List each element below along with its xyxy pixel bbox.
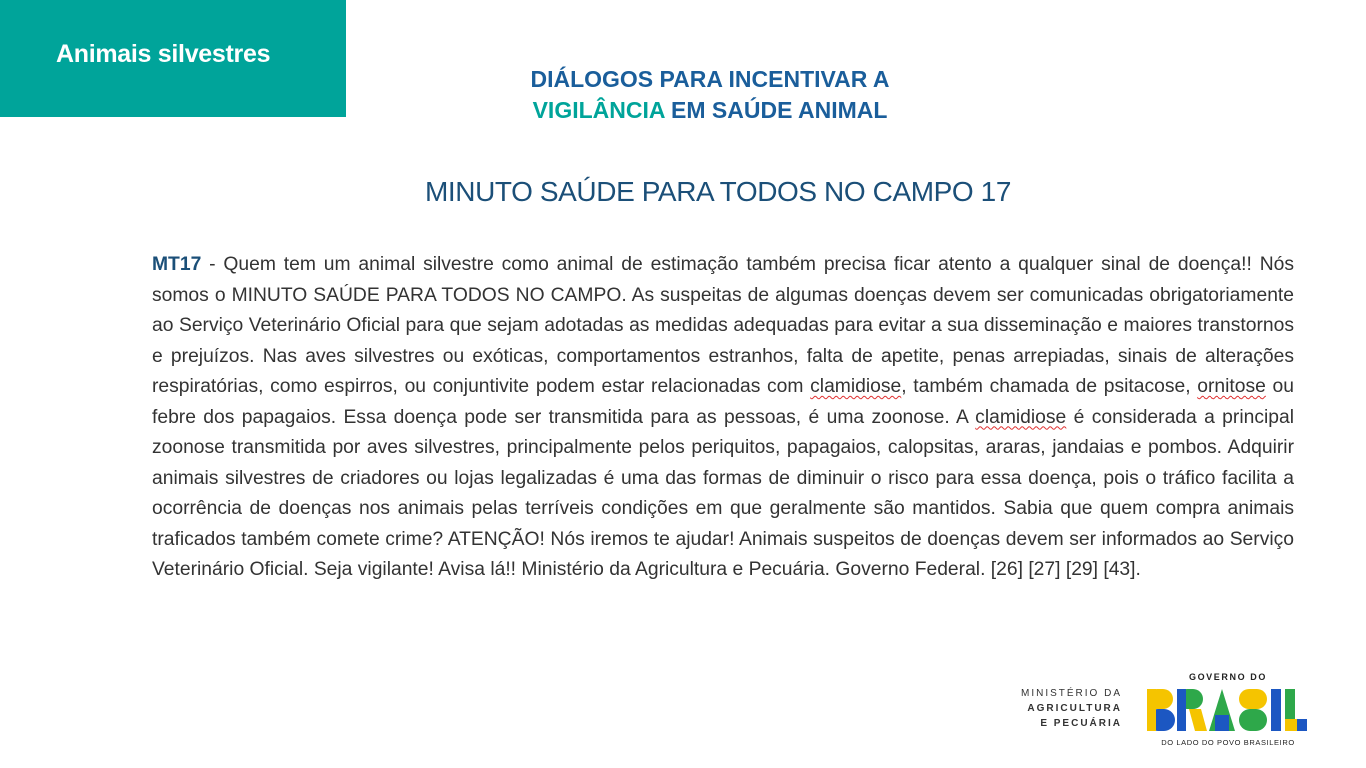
spellcheck-word: clamidiose xyxy=(975,406,1067,428)
ministry-line-1: MINISTÉRIO DA xyxy=(1020,688,1122,699)
government-logo xyxy=(1145,672,1311,748)
slide-heading xyxy=(470,64,950,126)
body-text-part-2: , também chamada de psitacose, xyxy=(901,376,1198,397)
spellcheck-word: clamidiose xyxy=(810,376,902,397)
ministry-logo xyxy=(984,686,1122,731)
government-logo-tagline: DO LADO DO POVO BRASILEIRO xyxy=(1161,738,1295,747)
heading-line-1: DIÁLOGOS PARA INCENTIVAR A xyxy=(530,66,890,92)
ministry-line-3: E PECUÁRIA xyxy=(1040,718,1122,729)
heading-line-2 xyxy=(470,95,950,126)
heading-line-2-rest: EM SAÚDE ANIMAL xyxy=(664,97,888,123)
brasil-wordmark-icon xyxy=(1147,687,1309,735)
section-tag-label: Animais silvestres xyxy=(56,40,271,68)
section-tag xyxy=(0,0,346,117)
slide-subtitle: MINUTO SAÚDE PARA TODOS NO CAMPO 17 xyxy=(424,176,1012,207)
government-logo-top: GOVERNO DO xyxy=(1188,672,1267,682)
spellcheck-word: ornitose xyxy=(1197,376,1266,397)
body-text-part-1: - Quem tem um animal silvestre como animal de estimação também precisa ficar atento a qualquer sinal de doença!! Nós somos o MINUTO SAÚDE PARA TODOS NO CAMPO. As suspeitas de algumas doenças devem ser comunicadas obrigatoriamente ao Serviço Veterinário Oficial para que sejam adotadas as medidas adequadas para evitar a sua disseminação e maiores transtornos e prejuízos. Nas aves silvestres ou exóticas, comportamentos estranhos, falta de apetite, penas arrepiadas, sinais de alterações respiratórias, como espirros, ou conjuntivite podem estar relacionadas com xyxy=(152,254,1294,397)
body-text-part-4: é considerada a principal zoonose transmitida por aves silvestres, principalmente pelos periquitos, papagaios, calopsitas, araras, jandaias e pombos. Adquirir animais silvestres de criadores ou lojas legalizadas é uma das formas de diminuir o risco para essa doença, pois o tráfico facilita a ocorrência de doenças nos animais pelas terríveis condições em que geralmente são mantidos. Sabia que quem compra animais traficados também comete crime? ATENÇÃO! Nós iremos te ajudar! Animais suspeitos de doenças devem ser informados ao Serviço Veterinário Oficial. Seja vigilante! Avisa lá!! Ministério da Agricultura e Pecuária. Governo Federal. [26] [27] [29] [43]. xyxy=(152,406,1294,580)
episode-code: MT17 xyxy=(152,254,202,275)
heading-highlight: VIGILÂNCIA xyxy=(532,97,665,123)
body-text-part-3: ou febre dos papagaios. Essa doença pode ser transmitida para as pessoas, é uma zoonose. A xyxy=(152,376,1294,428)
body-paragraph xyxy=(152,250,1294,586)
ministry-line-2: AGRICULTURA xyxy=(1027,703,1122,714)
